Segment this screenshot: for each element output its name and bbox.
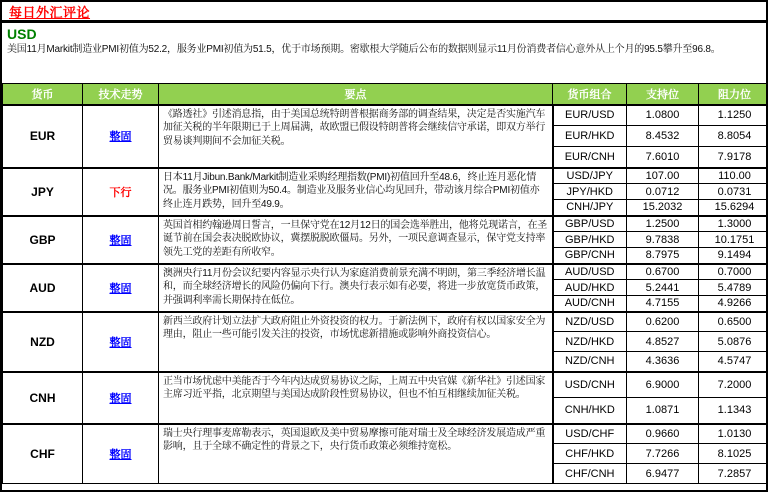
resistance-value: 0.7000 [699,264,768,280]
resistance-value: 10.1751 [699,232,768,248]
support-value: 7.7266 [627,444,699,464]
currency-pair-label: USD/CHF [553,424,627,444]
usd-section-heading: USD [7,26,37,42]
currency-pair-label: CNH/HKD [553,398,627,424]
resistance-value: 7.9178 [699,147,768,168]
trend-link[interactable]: 下行 [109,186,132,199]
currency-code: CHF [3,424,83,484]
support-value: 1.2500 [627,216,699,232]
resistance-value: 7.2000 [699,372,768,398]
trend-cell [83,424,159,484]
resistance-value: 1.0130 [699,424,768,444]
support-value: 1.0800 [627,105,699,126]
resistance-value: 0.0731 [699,184,768,200]
table-header-row [3,84,768,105]
currency-code: JPY [3,168,83,216]
page-title: 每日外汇评论 [9,4,91,20]
currency-code: NZD [3,312,83,372]
fx-table-body [3,105,768,484]
col-header-trend: 技术走势 [83,84,159,105]
fx-table [2,83,768,484]
resistance-value: 110.00 [699,168,768,184]
keypoints-text: 澳洲央行11月份会议纪要内容显示央行认为家庭消费前景充满不明朗，第三季经济增长温和，而全球经济增长的风险仍偏向下行。澳央行表示如有必要，将进一步放宽货币政策，并强调利率需长期保持在低位。 [159,264,553,312]
keypoints-text: 英国首相约翰逊周日誓言，一旦保守党在12月12日的国会选举胜出，他将兑现诺言，在圣诞节前在国会表决脱欧协议，冀摆脱脱欧僵局。另外，一项民意调查显示，保守党支持率领先工党的差距有所收窄。 [159,216,553,264]
support-value: 4.7155 [627,296,699,312]
usd-section [2,23,766,83]
trend-cell [83,105,159,168]
currency-pair-label: EUR/CNH [553,147,627,168]
support-value: 107.00 [627,168,699,184]
resistance-value: 1.1250 [699,105,768,126]
resistance-value: 8.1025 [699,444,768,464]
table-row [3,105,768,126]
col-header-resistance: 阻力位 [699,84,768,105]
currency-pair-label: EUR/USD [553,105,627,126]
trend-cell [83,312,159,372]
currency-pair-label: NZD/HKD [553,332,627,352]
resistance-value: 5.4789 [699,280,768,296]
resistance-value: 9.1494 [699,248,768,264]
currency-pair-label: AUD/CNH [553,296,627,312]
currency-pair-label: CHF/HKD [553,444,627,464]
currency-code: AUD [3,264,83,312]
currency-pair-label: NZD/CNH [553,352,627,372]
support-value: 6.9477 [627,464,699,484]
trend-link[interactable]: 整固 [109,282,132,295]
table-row [3,216,768,232]
col-header-pair: 货币组合 [553,84,627,105]
support-value: 7.6010 [627,147,699,168]
support-value: 4.8527 [627,332,699,352]
resistance-value: 4.5747 [699,352,768,372]
trend-link[interactable]: 整固 [109,448,132,461]
support-value: 9.7838 [627,232,699,248]
currency-pair-label: NZD/USD [553,312,627,332]
currency-pair-label: AUD/HKD [553,280,627,296]
trend-link[interactable]: 整固 [109,392,132,405]
currency-pair-label: GBP/USD [553,216,627,232]
trend-cell [83,216,159,264]
support-value: 0.0712 [627,184,699,200]
col-header-keypoints: 要点 [159,84,553,105]
currency-code: EUR [3,105,83,168]
table-row [3,312,768,332]
support-value: 1.0871 [627,398,699,424]
resistance-value: 1.1343 [699,398,768,424]
support-value: 0.6700 [627,264,699,280]
support-value: 15.2032 [627,200,699,216]
trend-cell [83,168,159,216]
table-row [3,168,768,184]
resistance-value: 8.8054 [699,126,768,147]
currency-pair-label: GBP/CNH [553,248,627,264]
support-value: 4.3636 [627,352,699,372]
resistance-value: 0.6500 [699,312,768,332]
trend-link[interactable]: 整固 [109,234,132,247]
currency-pair-label: JPY/HKD [553,184,627,200]
support-value: 8.7975 [627,248,699,264]
support-value: 6.9000 [627,372,699,398]
usd-commentary-text: 美国11月Markit制造业PMI初值为52.2，服务业PMI初值为51.5，优于市场预期。密歇根大学随后公布的数据则显示11月份消费者信心意外从上个月的95.5攀升至96.8。 [7,44,721,55]
keypoints-text: 正当市场忧虑中美能否于今年内达成贸易协议之际，上周五中央官媒《新华社》引述国家主席习近平指，北京期望与美国达成阶段性贸易协议，但也不怕互相继续加征关税。 [159,372,553,424]
support-value: 0.6200 [627,312,699,332]
resistance-value: 5.0876 [699,332,768,352]
currency-code: GBP [3,216,83,264]
table-row [3,264,768,280]
keypoints-text: 《路透社》引述消息指，由于美国总统特朗普根据商务部的调查结果，决定是否实施汽车加征关税的半年限期已于上周届满，故欧盟已假设特朗普将会继续信守承诺，即双方举行贸易谈判期间不会加征关税。 [159,105,553,168]
currency-pair-label: AUD/USD [553,264,627,280]
currency-pair-label: USD/CNH [553,372,627,398]
trend-cell [83,264,159,312]
support-value: 8.4532 [627,126,699,147]
resistance-value: 15.6294 [699,200,768,216]
keypoints-text: 新西兰政府计划立法扩大政府阻止外资投资的权力。于新法例下，政府有权以国家安全为理由，阻止一些可能引发关注的投资，市场忧虑新措施或影响外商投资信心。 [159,312,553,372]
resistance-value: 7.2857 [699,464,768,484]
table-row [3,424,768,444]
support-value: 5.2441 [627,280,699,296]
currency-code: CNH [3,372,83,424]
keypoints-text: 日本11月Jibun.Bank/Markit制造业采购经理指数(PMI)初值回升至48.6，终止连月恶化情况。服务业PMI初值则为50.4。制造业及服务业信心均见回升，带动该月综合PMI初值亦终止连月跌势，回升至49.9。 [159,168,553,216]
currency-pair-label: CHF/CNH [553,464,627,484]
currency-pair-label: EUR/HKD [553,126,627,147]
currency-pair-label: GBP/HKD [553,232,627,248]
trend-link[interactable]: 整固 [109,336,132,349]
col-header-support: 支持位 [627,84,699,105]
currency-pair-label: CNH/JPY [553,200,627,216]
keypoints-text: 瑞士央行理事麦席勒表示，英国退欧及美中贸易摩擦可能对瑞士及全球经济发展造成严重影响，且于全球不确定性的背景之下，央行货币政策必须维持宽松。 [159,424,553,484]
col-header-currency: 货币 [3,84,83,105]
resistance-value: 1.3000 [699,216,768,232]
resistance-value: 4.9266 [699,296,768,312]
support-value: 0.9660 [627,424,699,444]
trend-link[interactable]: 整固 [109,131,132,143]
currency-pair-label: USD/JPY [553,168,627,184]
page-title-bar [2,2,766,23]
trend-cell [83,372,159,424]
table-row [3,372,768,398]
